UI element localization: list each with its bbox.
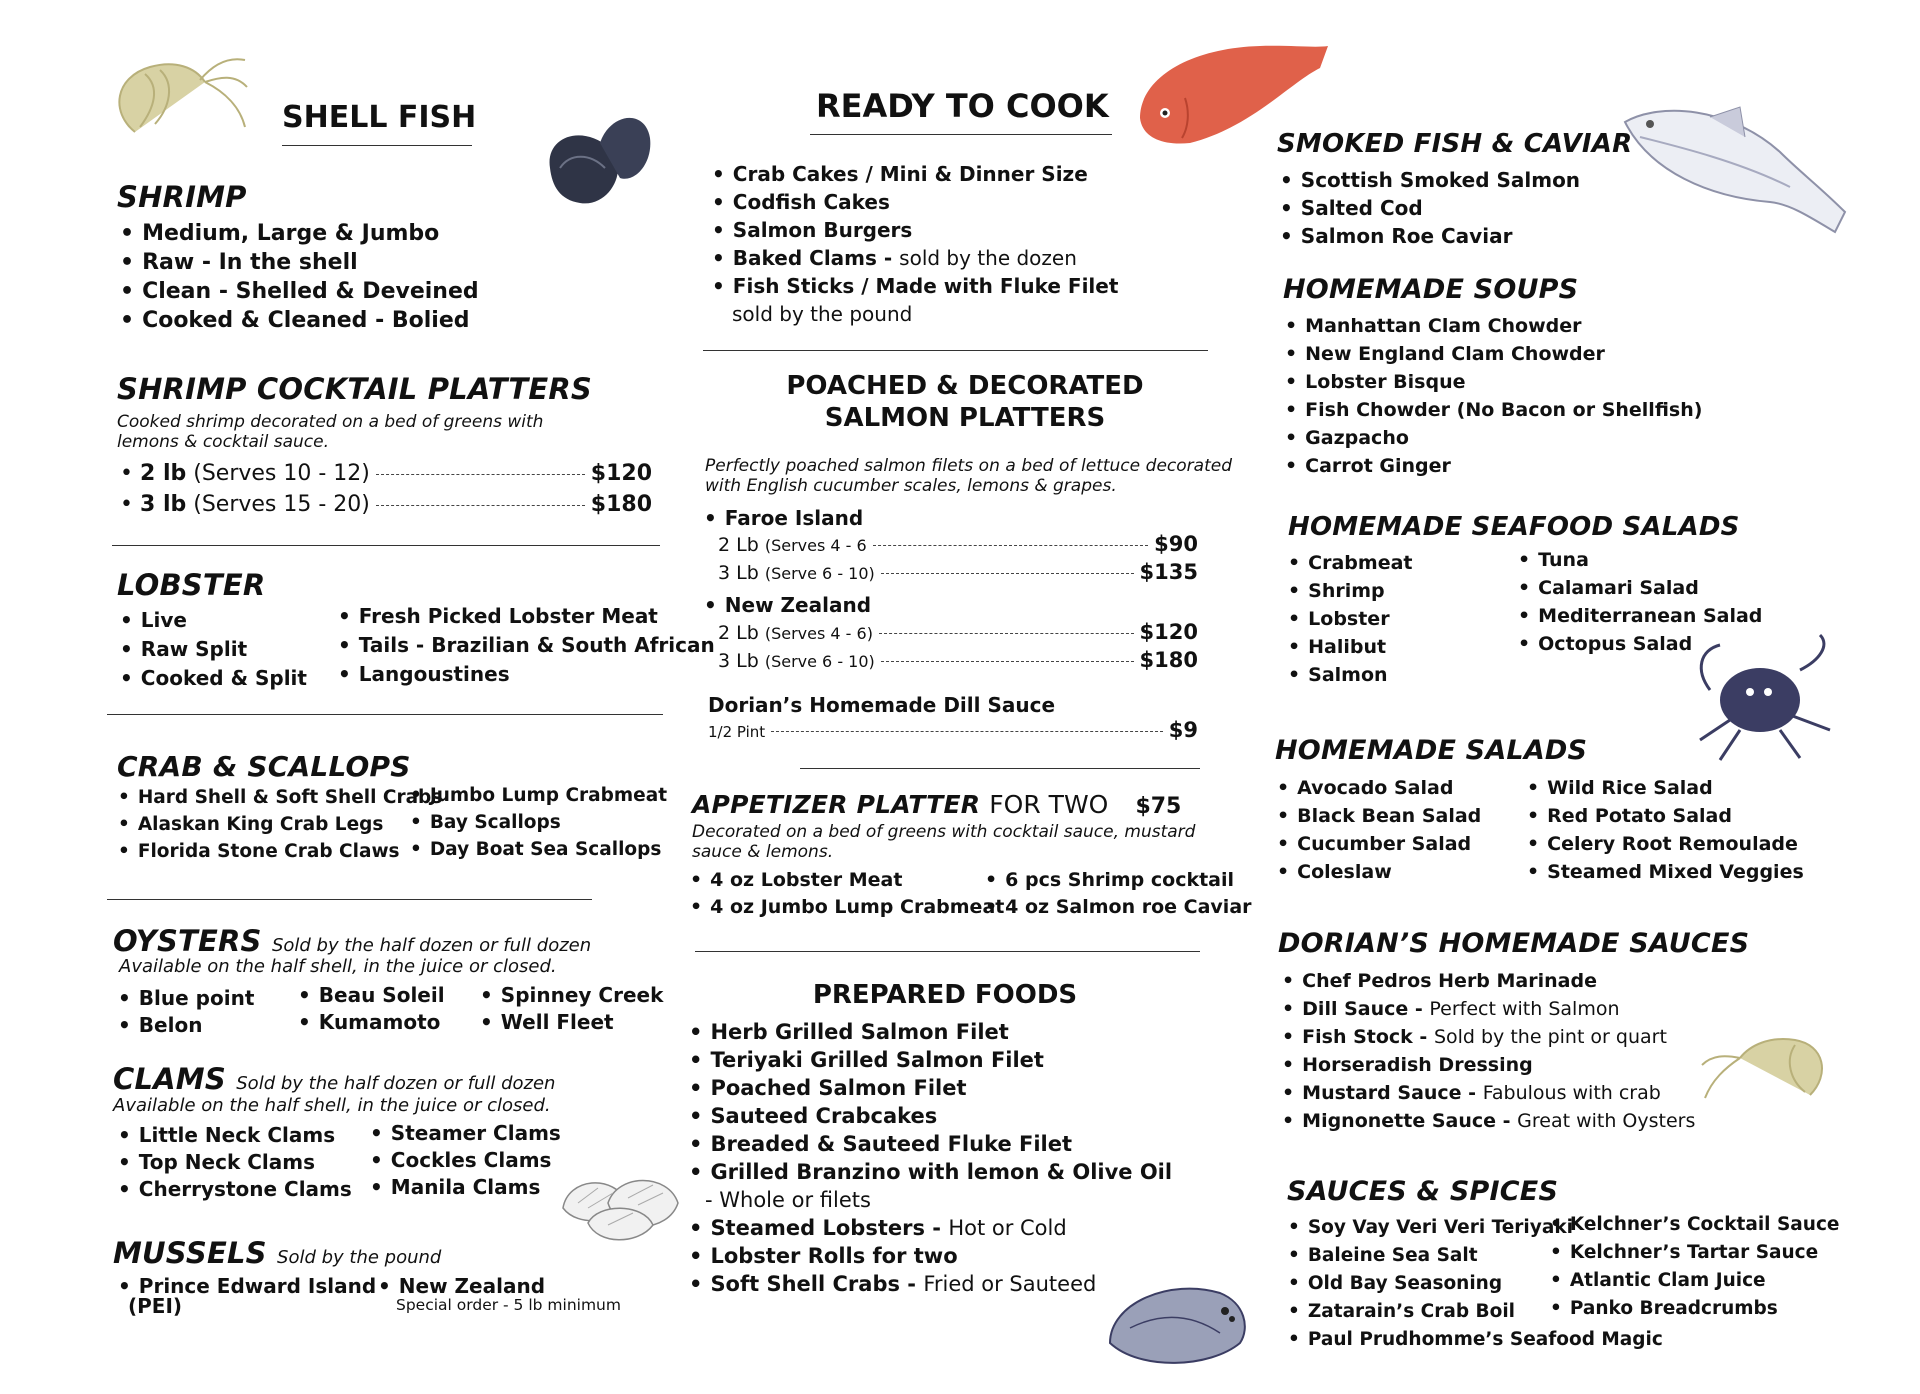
spices-heading: SAUCES & SPICES <box>1287 1176 1559 1207</box>
seafood-salads-heading: HOMEMADE SEAFOOD SALADS <box>1288 512 1740 542</box>
list-item: • Manila Clams <box>370 1174 561 1201</box>
list-item: • Salmon <box>1288 661 1412 689</box>
list-item: • Cooked & Split <box>120 664 307 693</box>
price-row: 2 Lb (Serves 4 - 6 $90 <box>718 532 1198 556</box>
list-item: • Steamed Lobsters - Hot or Cold <box>689 1214 1172 1242</box>
list-item: • Fish Sticks / Made with Fluke Filet <box>712 272 1118 300</box>
list-item: • Grilled Branzino with lemon & Olive Oil <box>689 1158 1172 1186</box>
clams-col1 <box>118 1122 352 1203</box>
faroe-label: • Faroe Island <box>704 505 863 532</box>
list-item: • Paul Prudhomme’s Seafood Magic <box>1288 1326 1663 1354</box>
divider <box>695 951 1200 952</box>
list-item: • New Zealand <box>378 1276 621 1296</box>
list-item: • Kumamoto <box>298 1009 445 1036</box>
list-item: • Shrimp <box>1288 577 1412 605</box>
list-item: • Panko Breadcrumbs <box>1550 1295 1839 1323</box>
list-item: • Cherrystone Clams <box>118 1176 352 1203</box>
poached-title: POACHED & DECORATED SALMON PLATTERS <box>786 371 1144 433</box>
branzino-extra: - Whole or filets <box>705 1188 871 1212</box>
list-item: • Spinney Creek <box>480 982 663 1009</box>
price-row: 2 Lb (Serves 4 - 6) $120 <box>718 620 1198 644</box>
list-item: • Baleine Sea Salt <box>1288 1242 1663 1270</box>
appetizer-col2 <box>985 867 1252 921</box>
list-item: • Octopus Salad <box>1518 630 1762 658</box>
sardine-icon <box>1620 92 1850 242</box>
list-item: • Black Bean Salad <box>1277 802 1481 830</box>
list-item: • Little Neck Clams <box>118 1122 352 1149</box>
list-item: • Fresh Picked Lobster Meat <box>338 602 715 631</box>
price: $90 <box>1154 532 1198 556</box>
list-item: • Well Fleet <box>480 1009 663 1036</box>
crab-col1 <box>118 784 442 865</box>
list-item: • Teriyaki Grilled Salmon Filet <box>689 1046 1172 1074</box>
price: $180 <box>1139 648 1198 672</box>
oysters-note: Available on the half shell, in the juice or closed. <box>119 956 557 977</box>
divider <box>703 350 1208 351</box>
list-item: • Jumbo Lump Crabmeat <box>410 782 667 809</box>
price-row: 3 Lb (Serve 6 - 10) $135 <box>718 560 1198 584</box>
price: $120 <box>1139 620 1198 644</box>
list-item: • Cockles Clams <box>370 1147 561 1174</box>
list-item: • Zatarain’s Crab Boil <box>1288 1298 1663 1326</box>
salads-col2 <box>1527 774 1804 886</box>
list-item: • Celery Root Remoulade <box>1527 830 1804 858</box>
shrimp-list <box>120 219 479 335</box>
list-item: • Avocado Salad <box>1277 774 1481 802</box>
clams-note: Available on the half shell, in the juice or closed. <box>113 1095 551 1116</box>
oysters-col2 <box>298 982 445 1036</box>
smoked-heading: SMOKED FISH & CAVIAR <box>1277 129 1633 159</box>
list-item: • Old Bay Seasoning <box>1288 1270 1663 1298</box>
faroe-prices <box>718 532 1198 588</box>
mussel-icon <box>540 108 655 213</box>
lobster-heading: LOBSTER <box>117 568 266 602</box>
list-item: • Cucumber Salad <box>1277 830 1481 858</box>
price: $135 <box>1139 560 1198 584</box>
price-row: 1/2 Pint $9 <box>708 718 1198 742</box>
list-item: • Baked Clams - sold by the dozen <box>712 244 1118 272</box>
ready-list <box>712 160 1118 328</box>
lobster-col2 <box>338 602 715 689</box>
shrimp-icon <box>105 52 250 147</box>
lobster-col1 <box>120 606 307 693</box>
price: $75 <box>1135 794 1182 819</box>
list-item: • Clean - Shelled & Deveined <box>120 277 479 306</box>
list-item: • Halibut <box>1288 633 1412 661</box>
list-item: • 4 oz Salmon roe Caviar <box>985 894 1252 921</box>
nz-label: • New Zealand <box>704 592 871 619</box>
list-item: • Salmon Burgers <box>712 216 1118 244</box>
dill-label: Dorian’s Homemade Dill Sauce <box>708 693 1056 717</box>
prepared-title: PREPARED FOODS <box>812 980 1078 1010</box>
shrimp-icon <box>1700 1030 1835 1110</box>
list-item: • Red Potato Salad <box>1527 802 1804 830</box>
ready-title: READY TO COOK <box>816 87 1109 125</box>
list-item: • Chef Pedros Herb Marinade <box>1282 967 1695 995</box>
salads-heading: HOMEMADE SALADS <box>1275 735 1588 766</box>
poached-note: Perfectly poached salmon filets on a bed of lettuce decorated with English cucumber scales, lemons & grapes. <box>705 456 1232 496</box>
list-item: • Atlantic Clam Juice <box>1550 1267 1839 1295</box>
list-item: • Kelchner’s Tartar Sauce <box>1550 1239 1839 1267</box>
oysters-heading: OYSTERS Sold by the half dozen or full dozen <box>113 924 592 958</box>
list-item: • Poached Salmon Filet <box>689 1074 1172 1102</box>
smoked-list <box>1280 166 1580 250</box>
list-item: • Top Neck Clams <box>118 1149 352 1176</box>
mussels-item2 <box>378 1276 621 1314</box>
price-row: 3 Lb (Serve 6 - 10) $180 <box>718 648 1198 672</box>
list-item: • Steamer Clams <box>370 1120 561 1147</box>
list-item: • Medium, Large & Jumbo <box>120 219 479 248</box>
list-item: • Carrot Ginger <box>1285 452 1702 480</box>
list-item: • Lobster Bisque <box>1285 368 1702 396</box>
title-underline <box>282 145 472 146</box>
list-item: • Crabmeat <box>1288 549 1412 577</box>
prepared-list <box>689 1018 1172 1298</box>
dill-sauce <box>708 692 1198 744</box>
list-item: • Soy Vay Veri Veri Teriyaki <box>1288 1214 1663 1242</box>
mussels-heading: MUSSELS Sold by the pound <box>113 1236 442 1270</box>
soups-list <box>1285 312 1702 480</box>
clams-heading: CLAMS Sold by the half dozen or full dozen <box>113 1062 556 1096</box>
crab-heading: CRAB & SCALLOPS <box>117 750 411 783</box>
list-item: • Raw Split <box>120 635 307 664</box>
list-item: • Beau Soleil <box>298 982 445 1009</box>
list-item: • Steamed Mixed Veggies <box>1527 858 1804 886</box>
list-item: • Tails - Brazilian & South African <box>338 631 715 660</box>
clams-col2 <box>370 1120 561 1201</box>
list-item: • Mignonette Sauce - Great with Oysters <box>1282 1107 1695 1135</box>
mussels-item1 <box>118 1276 376 1316</box>
list-item-cont: (PEI) <box>128 1294 183 1318</box>
cocktail-heading: SHRIMP COCKTAIL PLATTERS <box>117 372 592 406</box>
list-item: • Langoustines <box>338 660 715 689</box>
list-item: • Mustard Sauce - Fabulous with crab <box>1282 1079 1695 1107</box>
cocktail-note: Cooked shrimp decorated on a bed of greens with lemons & cocktail sauce. <box>117 412 544 452</box>
seafood-salads-col2 <box>1518 546 1762 658</box>
title-underline <box>810 134 1112 135</box>
oysters-sub: Sold by the half dozen or full dozen <box>271 935 592 956</box>
price-row: • 3 lb (Serves 15 - 20) $180 <box>120 492 652 517</box>
appetizer-note: Decorated on a bed of greens with cocktail sauce, mustard sauce & lemons. <box>692 822 1196 862</box>
ready-extra: sold by the pound <box>732 302 913 326</box>
seafood-salads-col1 <box>1288 549 1412 689</box>
divider <box>107 899 592 900</box>
sauces-heading: DORIAN’S HOMEMADE SAUCES <box>1278 928 1750 959</box>
list-item: • Raw - In the shell <box>120 248 479 277</box>
nz-prices <box>718 620 1198 676</box>
crab-col2 <box>410 782 667 863</box>
divider <box>107 714 663 715</box>
list-item: • Cooked & Cleaned - Bolied <box>120 306 479 335</box>
price: $180 <box>590 492 652 517</box>
mussels-note: Special order - 5 lb minimum <box>396 1296 621 1314</box>
list-item: • Belon <box>118 1012 254 1039</box>
appetizer-col1 <box>690 867 1004 921</box>
price-row: • 2 lb (Serves 10 - 12) $120 <box>120 461 652 486</box>
list-item: • 4 oz Jumbo Lump Crabmeat <box>690 894 1004 921</box>
list-item: • Alaskan King Crab Legs <box>118 811 442 838</box>
list-item: • Coleslaw <box>1277 858 1481 886</box>
oysters-col1 <box>118 985 254 1039</box>
list-item: • Gazpacho <box>1285 424 1702 452</box>
list-item: • Herb Grilled Salmon Filet <box>689 1018 1172 1046</box>
list-item: • Manhattan Clam Chowder <box>1285 312 1702 340</box>
divider <box>800 768 1200 769</box>
list-item: • Mediterranean Salad <box>1518 602 1762 630</box>
list-item: • Calamari Salad <box>1518 574 1762 602</box>
list-item: • Lobster Rolls for two <box>689 1242 1172 1270</box>
oysters-col3 <box>480 982 663 1036</box>
list-item: • Prince Edward Island <box>118 1276 376 1296</box>
list-item: • Sauteed Crabcakes <box>689 1102 1172 1130</box>
list-item: • New England Clam Chowder <box>1285 340 1702 368</box>
list-item: • Florida Stone Crab Claws <box>118 838 442 865</box>
soups-heading: HOMEMADE SOUPS <box>1283 274 1579 305</box>
list-item: • Salted Cod <box>1280 194 1580 222</box>
clams-sub: Sold by the half dozen or full dozen <box>236 1073 556 1094</box>
shellfish-title: SHELL FISH <box>282 100 477 135</box>
list-item: • Lobster <box>1288 605 1412 633</box>
list-item: • 6 pcs Shrimp cocktail <box>985 867 1252 894</box>
mussels-sub: Sold by the pound <box>277 1247 442 1268</box>
divider <box>112 545 660 546</box>
price: $9 <box>1168 718 1198 742</box>
list-item: • Bay Scallops <box>410 809 667 836</box>
list-item: • Breaded & Sauteed Fluke Filet <box>689 1130 1172 1158</box>
list-item: • Horseradish Dressing <box>1282 1051 1695 1079</box>
list-item: • Scottish Smoked Salmon <box>1280 166 1580 194</box>
list-item: • Day Boat Sea Scallops <box>410 836 667 863</box>
list-item: • Kelchner’s Cocktail Sauce <box>1550 1211 1839 1239</box>
list-item: • Soft Shell Crabs - Fried or Sauteed <box>689 1270 1172 1298</box>
list-item: • Crab Cakes / Mini & Dinner Size <box>712 160 1118 188</box>
list-item: • Fish Stock - Sold by the pint or quart <box>1282 1023 1695 1051</box>
list-item: • Fish Chowder (No Bacon or Shellfish) <box>1285 396 1702 424</box>
sauces-list <box>1282 967 1695 1135</box>
clam-icon <box>558 1163 683 1245</box>
list-item: • Tuna <box>1518 546 1762 574</box>
list-item: • 4 oz Lobster Meat <box>690 867 1004 894</box>
list-item: • Live <box>120 606 307 635</box>
list-item: • Wild Rice Salad <box>1527 774 1804 802</box>
list-item: • Codfish Cakes <box>712 188 1118 216</box>
list-item: • Blue point <box>118 985 254 1012</box>
appetizer-heading: APPETIZER PLATTER FOR TWO $75 <box>692 790 1182 819</box>
shrimp-heading: SHRIMP <box>117 180 247 214</box>
spices-col2 <box>1550 1211 1839 1323</box>
price: $120 <box>590 461 652 486</box>
list-item: • Salmon Roe Caviar <box>1280 222 1580 250</box>
salads-col1 <box>1277 774 1481 886</box>
list-item: • Hard Shell & Soft Shell Crabs <box>118 784 442 811</box>
list-item: • Dill Sauce - Perfect with Salmon <box>1282 995 1695 1023</box>
cocktail-prices <box>120 461 652 523</box>
